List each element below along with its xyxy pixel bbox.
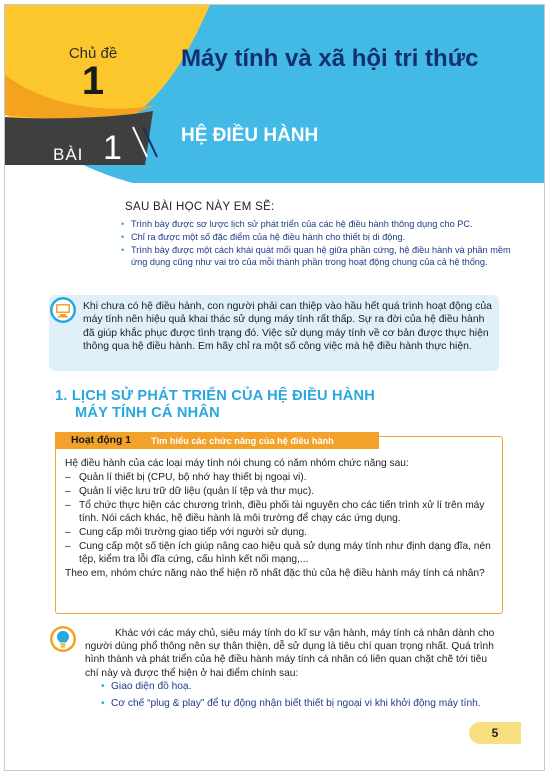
topic-label: Chủ đề (68, 45, 118, 62)
textbook-page (4, 4, 545, 771)
activity-content (65, 457, 495, 581)
objectives-list (121, 218, 511, 269)
section-heading (55, 388, 415, 422)
computer-question-icon (49, 296, 77, 324)
topic-number: 1 (81, 59, 105, 103)
lesson-header (5, 5, 544, 183)
lesson-label: BÀI (53, 145, 84, 164)
knowledge-item: • Giao diện đồ hoạ. (101, 680, 501, 693)
objective-item: • Trình bày được một cách khái quát mối quan hệ giữa phần cứng, hệ điều hành và phần mềm ứng dụng cũng như vai trò của mỗi thành phần trong hoạt động chung của cả hệ thống. (121, 244, 511, 268)
chapter-title: Máy tính và xã hội tri thức (181, 45, 479, 72)
activity-item: – Quản lí việc lưu trữ dữ liệu (quản lí tệp và thư mục). (65, 485, 495, 498)
activity-item: – Quản lí thiết bị (CPU, bộ nhớ hay thiết bị ngoại vi). (65, 471, 495, 484)
knowledge-item: • Cơ chế “plug & play” để tự động nhận biết thiết bị ngoại vi khi khởi động máy tính. (101, 697, 501, 710)
section-heading-line2: MÁY TÍNH CÁ NHÂN (75, 405, 220, 421)
activity-intro: Hệ điều hành của các loại máy tính nói chung có năm nhóm chức năng sau: (65, 458, 409, 469)
activity-item: – Cung cấp môi trường giao tiếp với người sử dụng. (65, 526, 495, 539)
activity-question: Theo em, nhóm chức năng nào thể hiện rõ nhất đặc thù của hệ điều hành máy tính cá nhân? (65, 568, 485, 579)
activity-item: – Tổ chức thực hiện các chương trình, điều phối tài nguyên cho các tiến trình xử lí trên máy tính. Nói cách khác, hệ điều hành là môi trường để chạy các ứng dụng. (65, 499, 495, 525)
activity-name: Hoạt động 1 (71, 435, 132, 446)
knowledge-text: Khác với các máy chủ, siêu máy tính do kĩ sư vận hành, máy tính cá nhân dành cho người dùng phổ thông nên sự thân thiện, dễ sử dụng là tiêu chí quan trọng nhất. Quá trình hình thành và phát triển của hệ điều hành máy tính cá nhân có liên quan chặt chẽ tới tiêu chí này và được thể hiện ở hai điểm chính sau: (85, 628, 495, 679)
knowledge-list (101, 680, 501, 714)
objectives-heading: SAU BÀI HỌC NÀY EM SẼ: (125, 201, 275, 213)
objective-item: • Chỉ ra được một số đặc điểm của hệ điều hành cho thiết bị di động. (121, 231, 511, 243)
lesson-number: 1 (103, 129, 122, 167)
objective-item: • Trình bày được sơ lược lịch sử phát triển của các hệ điều hành thông dụng cho PC. (121, 218, 511, 230)
intro-text: Khi chưa có hệ điều hành, con người phải can thiệp vào hầu hết quá trình hoạt động của máy tính nên hiệu quả khai thác sử dụng máy tính rất thấp. Sự ra đời của hệ điều hành đã giúp khắc phục được tình trạng đó. Việc sử dụng máy tính về cơ bản được thực hiện thông qua hệ điều hành. Em hãy chỉ ra một số công việc mà hệ điều hành thực hiện. (83, 301, 492, 353)
knowledge-bulb-icon (49, 625, 77, 653)
activity-subtitle: Tìm hiểu các chức năng của hệ điều hành (151, 436, 334, 446)
lesson-title: HỆ ĐIỀU HÀNH (181, 125, 319, 146)
activity-list (65, 471, 495, 566)
activity-item: – Cung cấp một số tiện ích giúp nâng cao hiệu quả sử dụng máy tính như định dạng đĩa, nén tệp, kiểm tra lỗi đĩa cứng, cấu hình kết nối mạng,... (65, 540, 495, 566)
section-heading-line1: 1. LỊCH SỬ PHÁT TRIỂN CỦA HỆ ĐIỀU HÀNH (55, 388, 375, 404)
page-number: 5 (491, 726, 499, 740)
